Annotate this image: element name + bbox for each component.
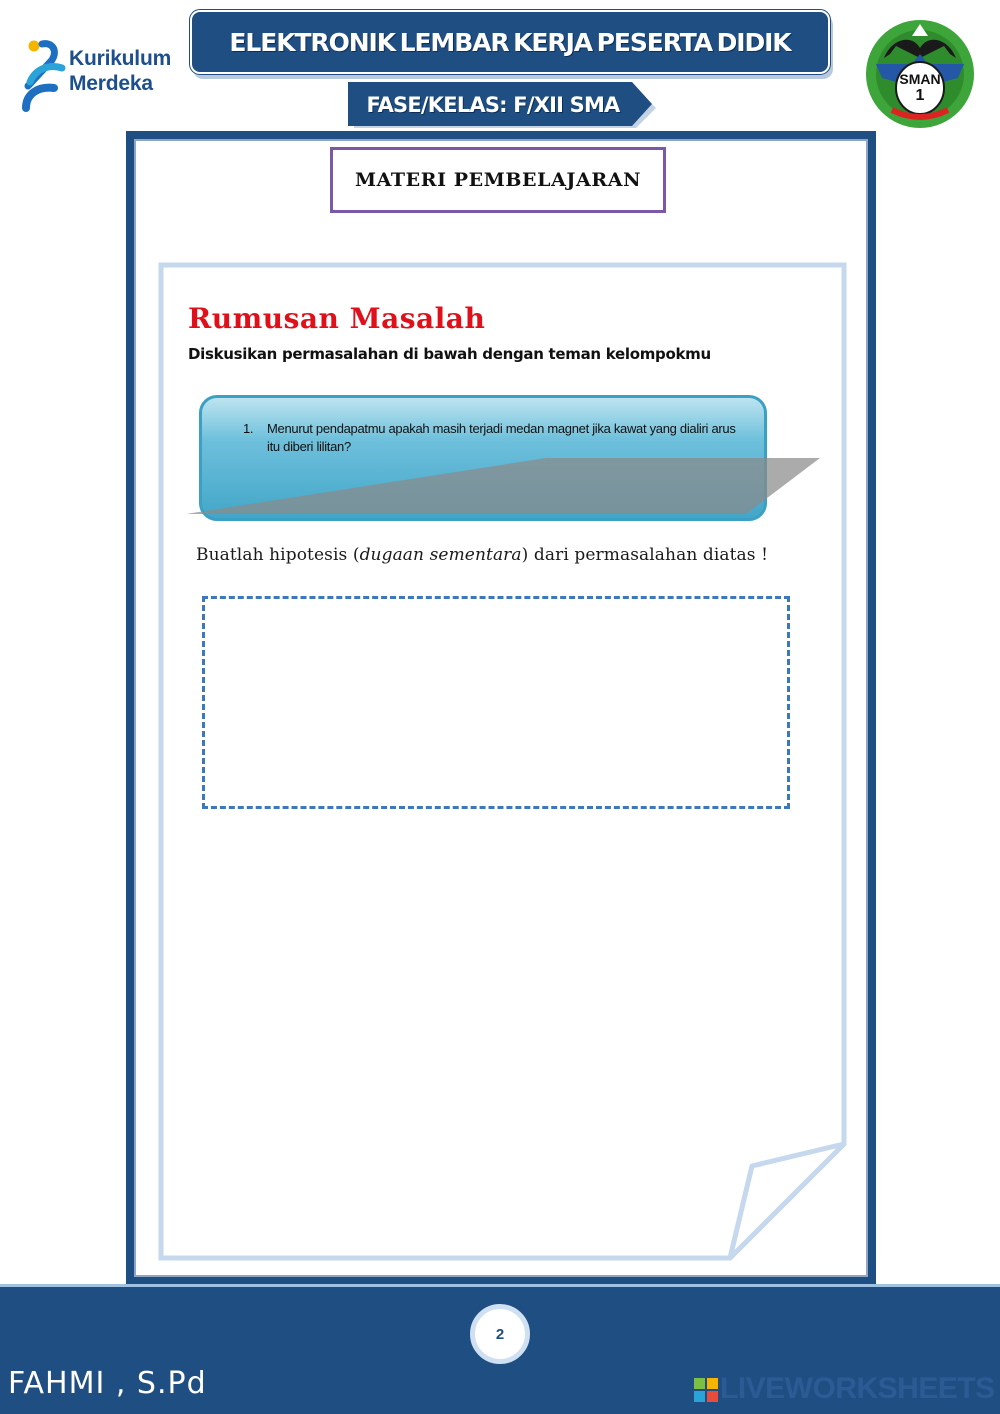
rumusan-masalah-instruction: Diskusikan permasalahan di bawah dengan teman kelompokmu — [188, 345, 711, 363]
question-card-shadow — [186, 458, 820, 518]
document-title-banner — [190, 10, 830, 74]
question-text: Menurut pendapatmu apakah masih terjadi medan magnet jika kawat yang dialiri arus itu diberi lilitan? — [267, 421, 736, 454]
author-name: FAHMI , S.Pd — [8, 1366, 207, 1401]
document-title: ELEKTRONIK LEMBAR KERJA PESERTA DIDIK — [229, 27, 791, 57]
section-label-box — [330, 147, 666, 213]
hipotesis-instruction: Buatlah hipotesis (dugaan sementara) dari permasalahan diatas ! — [196, 545, 769, 565]
hipotesis-italic: dugaan sementara — [359, 545, 522, 565]
page-number-badge — [470, 1304, 530, 1364]
section-label: MATERI PEMBELAJARAN — [354, 169, 642, 191]
rumusan-masalah-heading: Rumusan Masalah — [188, 302, 486, 335]
hipotesis-answer-input[interactable] — [202, 596, 790, 809]
question-number: 1. — [243, 421, 254, 436]
kurikulum-merdeka-wordmark: Kurikulum Merdeka — [69, 47, 172, 95]
school-emblem-text-2: 1 — [915, 87, 925, 104]
school-emblem-text-1: SMAN — [899, 71, 941, 87]
liveworksheets-logo-icon — [694, 1378, 718, 1402]
school-emblem-icon — [862, 18, 980, 130]
page-number: 2 — [495, 1325, 505, 1343]
fase-kelas-label: FASE/KELAS: F/XII SMA — [366, 93, 620, 117]
liveworksheets-watermark: LIVEWORKSHEETS — [720, 1372, 995, 1405]
question-item — [243, 420, 743, 456]
